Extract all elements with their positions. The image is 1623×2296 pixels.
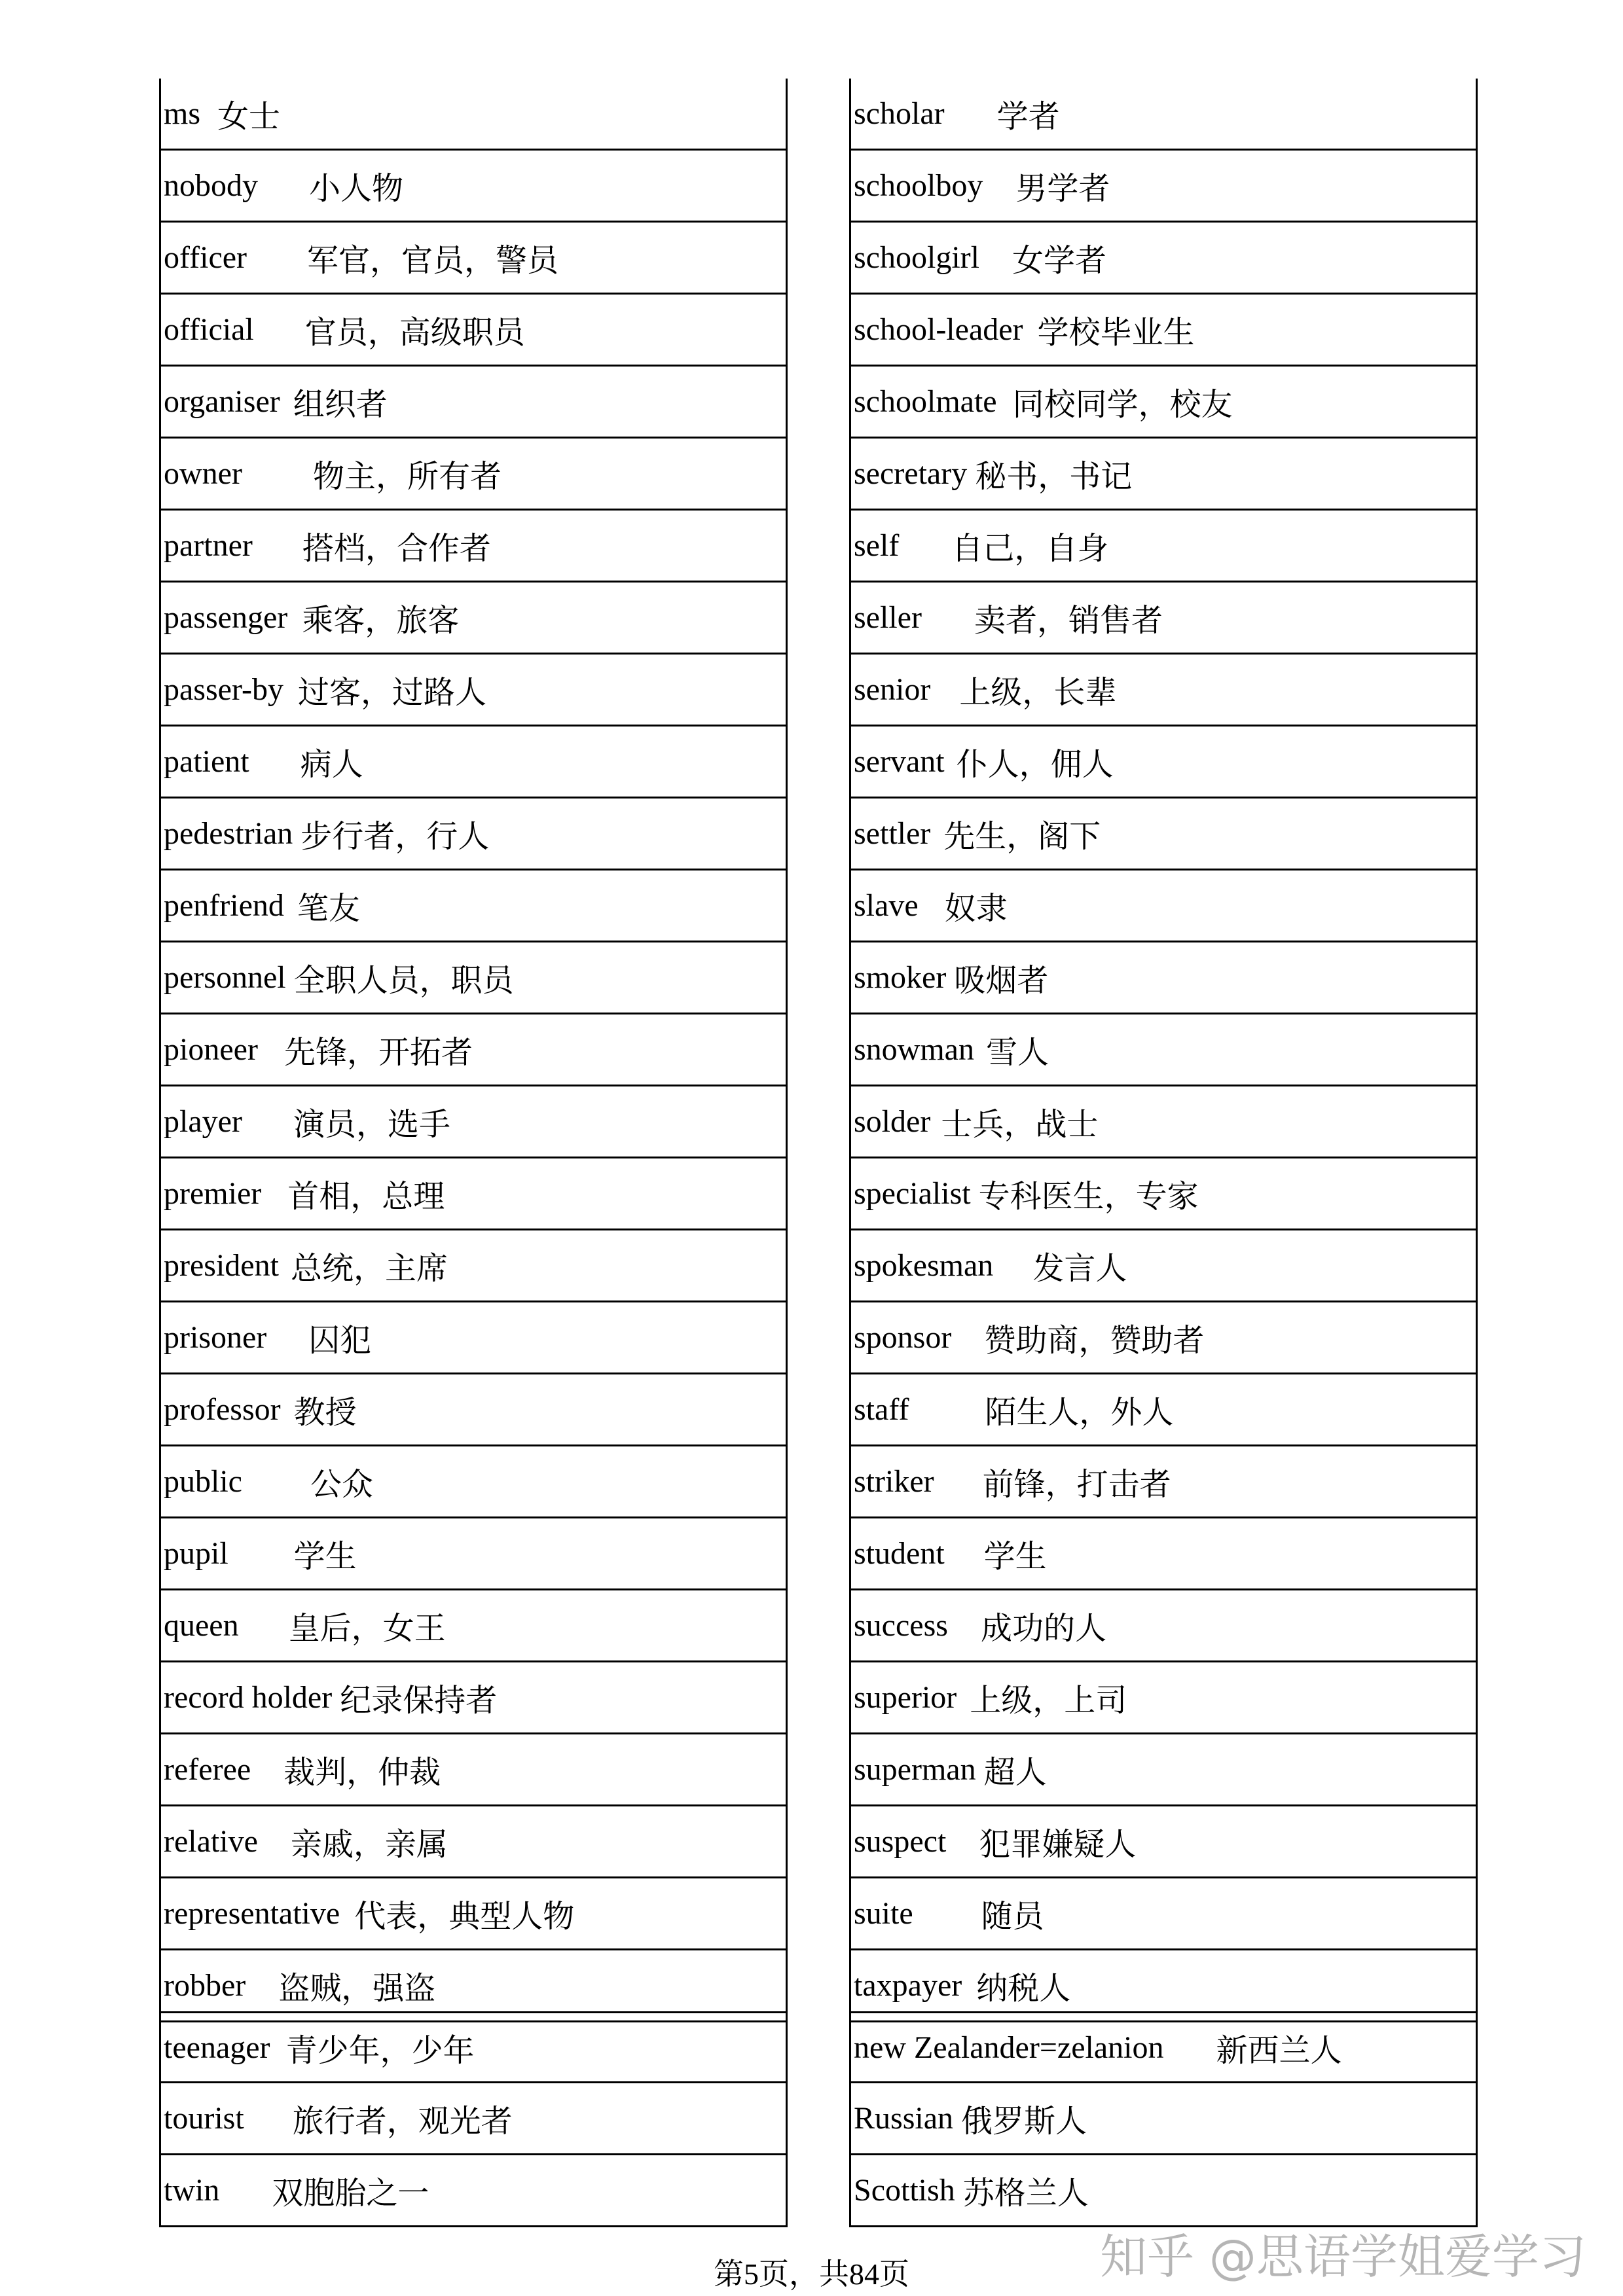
table-row [161, 1734, 786, 1806]
english-term: superman [854, 1752, 976, 1787]
table-row [161, 223, 786, 295]
english-term: organiser [164, 384, 280, 419]
chinese-meaning: 自己，自身 [951, 531, 1109, 566]
table-row [851, 1014, 1476, 1086]
upper-right-table [849, 79, 1478, 2022]
english-term: specialist [854, 1176, 971, 1211]
english-term: record holder [164, 1680, 333, 1715]
english-term: referee [164, 1752, 251, 1787]
english-term: smoker [854, 960, 947, 995]
english-term: school-leader [854, 312, 1023, 347]
table-row [161, 1590, 786, 1662]
table-row [161, 870, 786, 942]
table-row [161, 79, 786, 151]
table-row [851, 79, 1476, 151]
table-row [851, 367, 1476, 439]
chinese-meaning: 旅行者，观光者 [292, 2104, 513, 2139]
chinese-meaning: 军官，官员，警员 [307, 243, 559, 278]
chinese-meaning: 新西兰人 [1216, 2033, 1342, 2068]
table-row [161, 151, 786, 223]
chinese-meaning: 组织者 [293, 387, 388, 422]
table-row [851, 798, 1476, 870]
table-row [161, 583, 786, 655]
english-term: servant [854, 744, 945, 779]
english-term: passer-by [164, 672, 283, 707]
english-term: owner [164, 456, 242, 491]
english-term: representative [164, 1896, 340, 1931]
table-row [851, 151, 1476, 223]
table-row [161, 367, 786, 439]
english-term: Scottish [854, 2173, 955, 2208]
english-term: suite [854, 1896, 913, 1931]
table-row [161, 2155, 786, 2227]
page-number: 第5页，共84页 [714, 2257, 909, 2291]
chinese-meaning: 盗贼，强盗 [278, 1971, 436, 2006]
chinese-meaning: 随员 [981, 1899, 1044, 1934]
table-row [161, 511, 786, 583]
english-term: twin [164, 2173, 220, 2208]
table-row [161, 942, 786, 1014]
table-row [161, 1158, 786, 1230]
english-term: self [854, 528, 900, 563]
table-row [851, 870, 1476, 942]
chinese-meaning: 仆人，佣人 [956, 747, 1114, 782]
table-row [851, 1878, 1476, 1950]
english-term: senior [854, 672, 931, 707]
chinese-meaning: 女士 [217, 99, 281, 134]
chinese-meaning: 赞助商，赞助者 [984, 1323, 1205, 1358]
english-term: snowman [854, 1032, 974, 1067]
english-term: staff [854, 1392, 909, 1427]
chinese-meaning: 陌生人，外人 [985, 1395, 1174, 1430]
table-row [851, 295, 1476, 367]
chinese-meaning: 秘书，书记 [975, 459, 1133, 494]
english-term: seller [854, 600, 922, 635]
lower-right-table [849, 2011, 1478, 2227]
table-row [161, 1662, 786, 1734]
chinese-meaning: 卖者，销售者 [974, 603, 1163, 638]
table-row [851, 1734, 1476, 1806]
chinese-meaning: 笔友 [297, 891, 360, 926]
chinese-meaning: 代表，典型人物 [354, 1899, 575, 1934]
english-term: relative [164, 1824, 258, 1859]
chinese-meaning: 士兵，战士 [941, 1107, 1099, 1142]
chinese-meaning: 皇后，女王 [288, 1611, 446, 1646]
table-row [161, 798, 786, 870]
watermark: 知乎 @思语学姐爱学习 [1100, 2229, 1586, 2284]
chinese-meaning: 吸烟者 [954, 963, 1049, 998]
chinese-meaning: 全职人员，职员 [293, 963, 514, 998]
english-term: settler [854, 816, 931, 851]
chinese-meaning: 乘客，旅客 [302, 603, 460, 638]
table-row [851, 511, 1476, 583]
english-term: patient [164, 744, 249, 779]
english-term: partner [164, 528, 253, 563]
table-row [161, 1806, 786, 1878]
english-term: officer [164, 240, 247, 275]
chinese-meaning: 过客，过路人 [297, 675, 486, 710]
english-term: sponsor [854, 1320, 952, 1355]
chinese-meaning: 超人 [983, 1755, 1047, 1790]
english-term: secretary [854, 456, 968, 491]
table-row [851, 655, 1476, 726]
table-row [851, 942, 1476, 1014]
chinese-meaning: 裁判，仲裁 [283, 1755, 441, 1790]
english-term: penfriend [164, 888, 284, 923]
english-term: schoolgirl [854, 240, 979, 275]
english-term: student [854, 1536, 945, 1571]
chinese-meaning: 前锋，打击者 [982, 1467, 1171, 1502]
chinese-meaning: 纳税人 [976, 1971, 1071, 2006]
english-term: pedestrian [164, 816, 293, 851]
english-term: taxpayer [854, 1968, 962, 2003]
chinese-meaning: 步行者，行人 [301, 819, 490, 854]
english-term: spokesman [854, 1248, 994, 1283]
chinese-meaning: 专科医生，专家 [978, 1179, 1199, 1214]
table-row [851, 2011, 1476, 2083]
english-term: premier [164, 1176, 262, 1211]
table-row [161, 1878, 786, 1950]
table-row [851, 1374, 1476, 1446]
english-term: president [164, 1248, 279, 1283]
table-row [851, 1230, 1476, 1302]
chinese-meaning: 同校同学，校友 [1012, 387, 1233, 422]
chinese-meaning: 苏格兰人 [962, 2176, 1089, 2211]
chinese-meaning: 物主，所有者 [312, 459, 501, 494]
english-term: solder [854, 1104, 931, 1139]
table-row [851, 223, 1476, 295]
english-term: teenager [164, 2030, 270, 2065]
table-row [161, 1374, 786, 1446]
english-term: professor [164, 1392, 281, 1427]
table-row [851, 583, 1476, 655]
table-row [161, 1518, 786, 1590]
english-term: pupil [164, 1536, 228, 1571]
chinese-meaning: 公众 [310, 1467, 373, 1502]
chinese-meaning: 亲戚，亲属 [290, 1827, 448, 1862]
table-row [851, 439, 1476, 511]
english-term: tourist [164, 2101, 244, 2136]
chinese-meaning: 学者 [996, 99, 1060, 134]
table-row [851, 2083, 1476, 2155]
english-term: passenger [164, 600, 288, 635]
english-term: robber [164, 1968, 246, 2003]
english-term: queen [164, 1608, 239, 1643]
english-term: Russian [854, 2101, 954, 2136]
chinese-meaning: 学校毕业生 [1037, 315, 1195, 350]
table-row [851, 1662, 1476, 1734]
english-term: prisoner [164, 1320, 267, 1355]
table-row [161, 439, 786, 511]
english-term: new Zealander=zelanion [854, 2030, 1164, 2065]
chinese-meaning: 奴隶 [944, 891, 1008, 926]
chinese-meaning: 教授 [293, 1395, 357, 1430]
table-row [851, 2155, 1476, 2227]
english-term: pioneer [164, 1032, 258, 1067]
chinese-meaning: 小人物 [309, 171, 404, 206]
chinese-meaning: 学生 [293, 1539, 357, 1574]
chinese-meaning: 成功的人 [980, 1611, 1106, 1646]
english-term: striker [854, 1464, 934, 1499]
table-row [851, 1158, 1476, 1230]
chinese-meaning: 囚犯 [308, 1323, 372, 1358]
chinese-meaning: 男学者 [1015, 171, 1110, 206]
chinese-meaning: 发言人 [1032, 1251, 1127, 1286]
table-row [161, 295, 786, 367]
lower-left-table [159, 2011, 788, 2227]
table-row [851, 1590, 1476, 1662]
chinese-meaning: 首相，总理 [287, 1179, 445, 1214]
chinese-meaning: 病人 [300, 747, 363, 782]
chinese-meaning: 先生，阁下 [943, 819, 1101, 854]
english-term: success [854, 1608, 948, 1643]
chinese-meaning: 女学者 [1012, 243, 1106, 278]
english-term: suspect [854, 1824, 947, 1859]
table-row [851, 1446, 1476, 1518]
table-row [851, 1806, 1476, 1878]
english-term: superior [854, 1680, 957, 1715]
table-row [161, 2083, 786, 2155]
chinese-meaning: 搭档，合作者 [302, 531, 491, 566]
chinese-meaning: 学生 [983, 1539, 1047, 1574]
english-term: schoolmate [854, 384, 997, 419]
english-term: nobody [164, 168, 258, 203]
table-row [161, 1014, 786, 1086]
chinese-meaning: 官员，高级职员 [304, 315, 525, 350]
table-row [851, 1086, 1476, 1158]
english-term: slave [854, 888, 919, 923]
table-row [161, 726, 786, 798]
table-row [161, 1086, 786, 1158]
upper-left-table [159, 79, 788, 2022]
chinese-meaning: 纪录保持者 [340, 1683, 498, 1718]
table-row [161, 1446, 786, 1518]
table-row [161, 1230, 786, 1302]
table-row [161, 2011, 786, 2083]
chinese-meaning: 俄罗斯人 [961, 2104, 1087, 2139]
table-row [161, 1302, 786, 1374]
english-term: public [164, 1464, 242, 1499]
chinese-meaning: 上级，长辈 [959, 675, 1117, 710]
chinese-meaning: 上级，上司 [970, 1683, 1127, 1718]
chinese-meaning: 青少年，少年 [285, 2033, 475, 2068]
english-term: ms [164, 96, 201, 131]
english-term: player [164, 1104, 242, 1139]
chinese-meaning: 雪人 [985, 1035, 1049, 1070]
english-term: schoolboy [854, 168, 983, 203]
chinese-meaning: 演员，选手 [293, 1107, 450, 1142]
table-row [851, 1302, 1476, 1374]
chinese-meaning: 犯罪嫌疑人 [979, 1827, 1137, 1862]
chinese-meaning: 总统，主席 [290, 1251, 448, 1286]
english-term: scholar [854, 96, 945, 131]
table-row [161, 655, 786, 726]
english-term: personnel [164, 960, 286, 995]
chinese-meaning: 双胞胎之一 [272, 2176, 429, 2211]
table-row [851, 1518, 1476, 1590]
chinese-meaning: 先锋，开拓者 [283, 1035, 473, 1070]
english-term: official [164, 312, 254, 347]
table-row [851, 726, 1476, 798]
